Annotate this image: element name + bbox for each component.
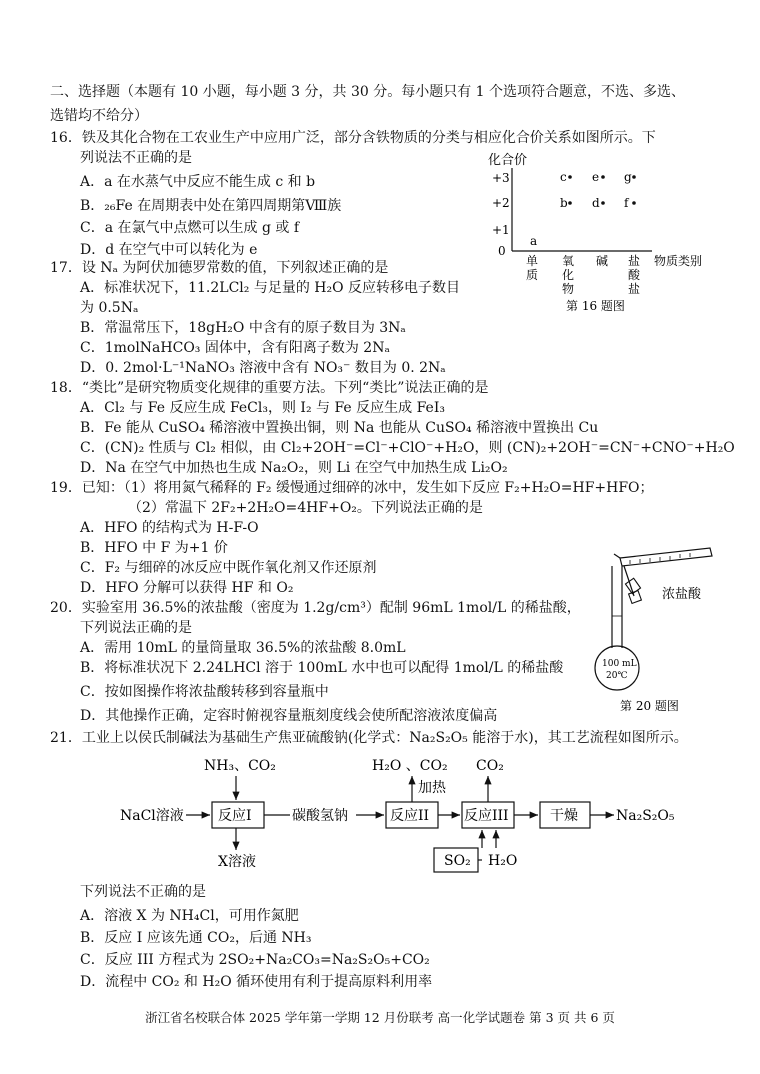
flow-sodium-bicarbonate: 碳酸氢钠: [292, 808, 348, 824]
section-header-line1: 二、选择题（本题有 10 小题，每小题 3 分，共 30 分。每小题只有 1 个选项符合题意，不选、多选、: [50, 84, 686, 100]
flow-product: Na₂S₂O₅: [616, 808, 675, 824]
flow-x-solution: X溶液: [218, 854, 256, 870]
q16-ytick-1: +1: [492, 223, 510, 237]
q21-option-d: D．流程中 CO₂ 和 H₂O 循环使用有利于提高原料利用率: [80, 974, 433, 990]
section-header-line2: 选错均不给分）: [50, 108, 148, 124]
q16-point-c: c: [560, 170, 567, 184]
q16-option-c: C．a 在氯气中点燃可以生成 g 或 f: [80, 220, 300, 236]
q20-caption: 第 20 题图: [620, 699, 679, 713]
q18-option-b: B．Fe 能从 CuSO₄ 稀溶液中置换出铜，则 Na 也能从 CuSO₄ 稀溶液中置换出 Cu: [80, 420, 599, 436]
q19-stem-line1: 19．已知：（1）将用氮气稀释的 F₂ 缓慢通过细碎的冰中，发生如下反应 F₂+H₂O=HF+HFO；: [50, 480, 654, 496]
q19-option-b: B．HFO 中 F 为+1 价: [80, 540, 228, 556]
flow-output-h2o-co2: H₂O 、CO₂: [372, 758, 448, 774]
q17-option-c: C．1molNaHCO₃ 固体中，含有阳离子数为 2Nₐ: [80, 340, 390, 356]
flow-output-co2: CO₂: [476, 758, 504, 774]
flow-drying: 干燥: [550, 808, 578, 824]
q16-point-g: g: [624, 170, 632, 184]
q20-option-b: B．将标准状况下 2.24LHCl 溶于 100mL 水中也可以配得 1mol/L 的稀盐酸: [80, 660, 564, 676]
q21-stem: 21．工业上以侯氏制碱法为基础生产焦亚硫酸钠(化学式：Na₂S₂O₅ 能溶于水)，其工艺流程如图所示。: [50, 730, 688, 746]
q16-point-d: d: [592, 196, 600, 210]
q16-xcat-1a: 单: [526, 254, 539, 268]
flow-reaction-2: 反应II: [390, 808, 430, 824]
q16-ytick-3: +3: [492, 171, 510, 185]
q16-xcat-1b: 质: [526, 268, 539, 282]
page-footer: 浙江省名校联合体 2025 学年第一学期 12 月份联考 高一化学试题卷 第 3 页 共 6 页: [145, 1010, 615, 1025]
q20-reagent-label: 浓盐酸: [662, 587, 702, 602]
q21-prompt: 下列说法不正确的是: [80, 884, 206, 900]
q16-ytick-2: +2: [492, 196, 510, 210]
q16-xcat-3: 碱: [596, 254, 609, 268]
q18-option-d: D．Na 在空气中加热也生成 Na₂O₂，则 Li 在空气中加热生成 Li₂O₂: [80, 460, 508, 476]
q16-point-e: e: [592, 170, 600, 184]
q21-option-c: C．反应 III 方程式为 2SO₂+Na₂CO₃=Na₂S₂O₅+CO₂: [80, 952, 430, 968]
flow-reaction-3: 反应III: [464, 808, 509, 824]
q19-option-a: A．HFO 的结构式为 H-F-O: [80, 520, 259, 536]
flow-reaction-1: 反应I: [218, 808, 252, 824]
q18-stem: 18．“类比”是研究物质变化规律的重要方法。下列“类比”说法正确的是: [50, 380, 489, 396]
q16-y-title: 化合价: [488, 153, 528, 168]
q20-option-c: C．按如图操作将浓盐酸转移到容量瓶中: [80, 684, 329, 700]
flow-input-so2: SO₂: [444, 853, 471, 869]
q20-flask-label-2: 20℃: [606, 671, 628, 681]
q20-stem-line2: 下列说法正确的是: [80, 620, 192, 636]
q17-option-a-line2: 为 0.5Nₐ: [80, 300, 139, 316]
q19-stem-line2: （2）常温下 2F₂+2H₂O=4HF+O₂。下列说法正确的是: [128, 500, 483, 516]
q17-option-a-line1: A．标准状况下，11.2LCl₂ 与足量的 H₂O 反应转移电子数目: [80, 280, 461, 296]
q16-point-f: f: [624, 196, 629, 210]
q16-ytick-0: 0: [498, 244, 506, 258]
flow-input-h2o: H₂O: [488, 853, 518, 869]
q16-option-b: B．₂₆Fe 在周期表中处在第四周期第Ⅷ族: [80, 198, 342, 214]
q16-caption: 第 16 题图: [566, 299, 625, 313]
q21-option-a: A．溶液 X 为 NH₄Cl，可用作氮肥: [80, 908, 299, 924]
q20-flask-label-1: 100 mL: [602, 659, 637, 669]
q20-figure: [590, 536, 730, 716]
q18-option-a: A．Cl₂ 与 Fe 反应生成 FeCl₃，则 I₂ 与 Fe 反应生成 FeI₃: [80, 400, 445, 416]
flow-start-nacl: NaCl溶液: [120, 808, 184, 824]
q17-stem: 17．设 Nₐ 为阿伏加德罗常数的值，下列叙述正确的是: [50, 260, 389, 276]
q16-xcat-2b: 化: [562, 268, 575, 282]
q18-option-c: C．(CN)₂ 性质与 Cl₂ 相似，由 Cl₂+2OH⁻=Cl⁻+ClO⁻+H₂O，则 (CN)₂+2OH⁻=CN⁻+CNO⁻+H₂O: [80, 440, 735, 456]
flow-heating-label: 加热: [418, 780, 446, 796]
q19-option-c: C．F₂ 与细碎的冰反应中既作氧化剂又作还原剂: [80, 560, 377, 576]
q16-xcat-4a: 盐: [628, 254, 641, 268]
q16-point-b: b: [560, 196, 568, 210]
q16-xcat-2a: 氧: [562, 254, 575, 268]
q20-stem-line1: 20．实验室用 36.5%的浓盐酸（密度为 1.2g/cm³）配制 96mL 1mol/L 的稀盐酸，: [50, 600, 581, 616]
q17-option-d: D．0. 2mol·L⁻¹NaNO₃ 溶液中含有 NO₃⁻ 数目为 0. 2Nₐ: [80, 360, 446, 376]
q16-option-d: D．d 在空气中可以转化为 e: [80, 242, 258, 258]
q16-xcat-4c: 盐: [628, 282, 641, 296]
q17-option-b: B．常温常压下，18gH₂O 中含有的原子数目为 3Nₐ: [80, 320, 406, 336]
q21-flowchart: [100, 750, 700, 876]
graduated-cylinder-icon: [614, 548, 712, 566]
q19-option-d: D．HFO 分解可以获得 HF 和 O₂: [80, 580, 294, 596]
q20-option-a: A．需用 10mL 的量筒量取 36.5%的浓盐酸 8.0mL: [80, 640, 406, 656]
q16-figure: [484, 148, 714, 318]
q16-xcat-2c: 物: [562, 282, 575, 296]
q21-option-b: B．反应 I 应该先通 CO₂，后通 NH₃: [80, 930, 312, 946]
q16-point-a: a: [530, 234, 538, 248]
flask-neck-icon: [612, 566, 641, 648]
flow-input-nh3-co2: NH₃、CO₂: [204, 758, 276, 774]
q16-stem-line2: 列说法不正确的是: [80, 150, 192, 166]
q16-x-axis-label: 物质类别: [654, 254, 703, 268]
q20-option-d: D．其他操作正确，定容时俯视容量瓶刻度线会使所配溶液浓度偏高: [80, 708, 498, 724]
q16-xcat-4b: 酸: [628, 268, 641, 282]
q16-stem-line1: 16．铁及其化合物在工农业生产中应用广泛，部分含铁物质的分类与相应化合价关系如图所示。下: [50, 130, 656, 146]
q16-option-a: A．a 在水蒸气中反应不能生成 c 和 b: [80, 174, 316, 190]
